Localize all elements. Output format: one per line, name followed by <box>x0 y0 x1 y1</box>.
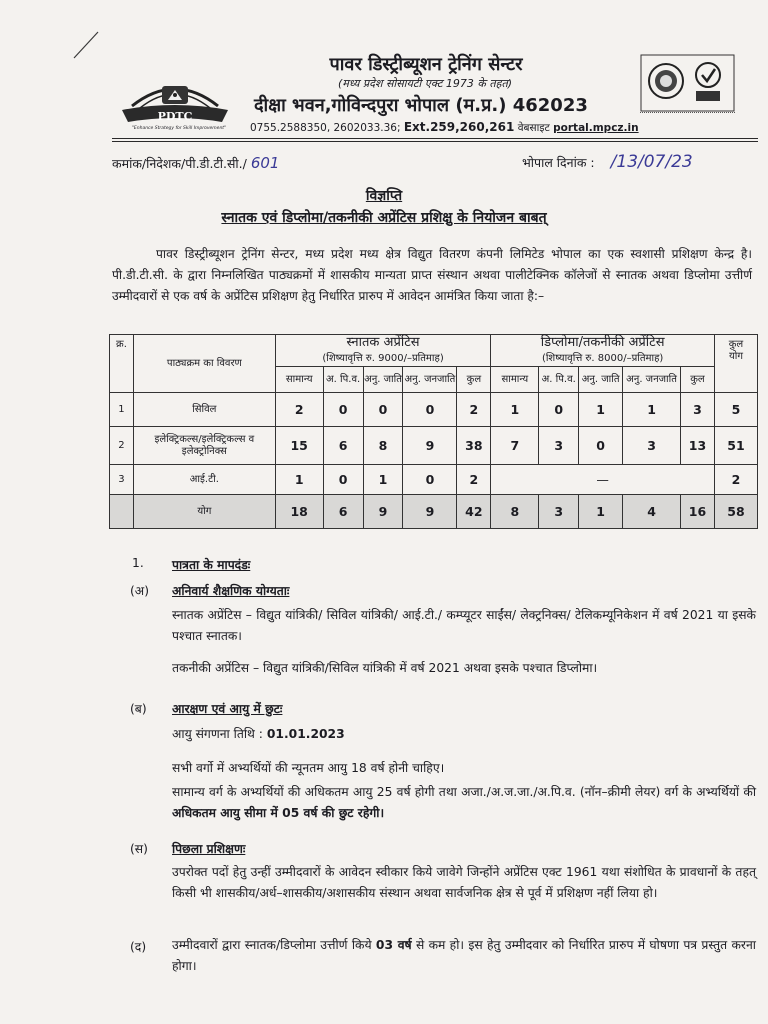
cell: 7 <box>491 427 539 465</box>
cell: 8 <box>491 495 539 529</box>
cell: 16 <box>681 495 715 529</box>
grad-title: स्नातक अप्रेंटिस <box>346 335 420 350</box>
cell: 13 <box>681 427 715 465</box>
sub-col-general: सामान्य <box>491 367 539 393</box>
header-rule-thin <box>112 141 758 142</box>
reference-line <box>112 154 279 172</box>
table-row <box>110 393 758 427</box>
sub-a-mark: (अ) <box>130 584 149 598</box>
cell: 8 <box>363 427 403 465</box>
vacancy-table <box>109 334 758 529</box>
grad-group-header <box>275 335 491 367</box>
total-sno-empty <box>110 495 134 529</box>
date-line <box>522 152 693 172</box>
extension-numbers: Ext.259,260,261 <box>403 120 515 134</box>
age-date: 01.01.2023 <box>266 727 345 741</box>
sub-c-text: उपरोक्त पदों हेतु उन्हीं उम्मीदवारों के आवेदन स्वीकार किये जावेगे जिन्होंने अप्रेंटिस एक्ट 1961 यथा संशोधित के प्रावधानों के तहत् किसी भी शासकीय/अर्ध–शासकीय/अशासकीय संस्थान अथवा सार्वजनिक क्षेत्र से पूर्व में प्रशिक्षण नहीं लिया हो। <box>172 865 756 900</box>
sub-col-obc: अ. पि.व. <box>539 367 579 393</box>
cell: 9 <box>403 427 457 465</box>
sub-c-mark: (स) <box>130 842 148 856</box>
cell: 1 <box>363 465 403 495</box>
row-course: इलेक्ट्रिकल्स/इलेक्ट्रिकल्स व इलेक्ट्रोनिक्स <box>133 427 275 465</box>
sub-d-bold: 03 वर्ष <box>375 938 412 952</box>
age-date-line: आयु संगणना तिथि : 01.01.2023 <box>172 727 345 741</box>
sub-b-title: आरक्षण एवं आयु में छुटः <box>172 702 283 716</box>
cell: 1 <box>275 465 323 495</box>
sub-col-st: अनु. जनजाति <box>623 367 681 393</box>
sub-b-text-1: सभी वर्गो में अभ्यर्थियों की न्यूनतम आयु 18 वर्ष होनी चाहिए। <box>172 761 445 775</box>
cell: 1 <box>579 393 623 427</box>
sub-d-text: उम्मीदवारों द्वारा स्नातक/डिप्लोमा उत्तीर्ण किये 03 वर्ष से कम हो। इस हेतु उम्मीदवार को निर्धारित प्रारुप में घोषणा पत्र प्रस्तुत करना होगा। <box>172 938 756 973</box>
date-value: /13/07/23 <box>610 152 693 172</box>
org-address: दीक्षा भवन,गोविन्दपुरा भोपाल (म.प्र.) 462023 <box>254 95 588 116</box>
cell: 3 <box>681 393 715 427</box>
cell: 2 <box>457 465 491 495</box>
cell: 2 <box>457 393 491 427</box>
diploma-na-cell: — <box>491 465 715 495</box>
sub-a-text-1: स्नातक अप्रेंटिस – विद्युत यांत्रिकी/ सिविल यांत्रिकी/ आई.टी./ कम्प्यूटर साईंस/ लेक्ट्रनिक्स/ टेलिकम्यूनिकेशन में वर्ष 2021 या इसके पश्चात स्नातक। <box>172 608 756 643</box>
header-rule <box>112 138 758 139</box>
sub-col-total: कुल <box>457 367 491 393</box>
phone-numbers: 0755.2588350, 2602033.36; <box>250 122 401 134</box>
grand-total: 58 <box>714 495 757 529</box>
row-total: 5 <box>714 393 757 427</box>
sub-d-mark: (द) <box>130 940 147 954</box>
cell: 18 <box>275 495 323 529</box>
table-row <box>110 427 758 465</box>
row-sno: 2 <box>110 427 134 465</box>
sub-col-obc: अ. पि.व. <box>323 367 363 393</box>
cell: 9 <box>403 495 457 529</box>
col-course: पाठ्यक्रम का विवरण <box>133 335 275 393</box>
cell: 1 <box>623 393 681 427</box>
row-course: सिविल <box>133 393 275 427</box>
sub-b-mark: (ब) <box>130 702 147 716</box>
contact-line <box>250 120 650 135</box>
cell: 3 <box>539 495 579 529</box>
sub-a-title: अनिवार्य शैक्षणिक योग्यताः <box>172 584 290 598</box>
section-1-number: 1. <box>132 556 144 570</box>
cell: 0 <box>363 393 403 427</box>
sub-a-text-2: तकनीकी अप्रेंटिस – विद्युत यांत्रिकी/सिविल यांत्रिकी में वर्ष 2021 अथवा इसके पश्चात डिप्लोमा। <box>172 661 598 675</box>
row-sno: 3 <box>110 465 134 495</box>
diploma-stipend: (शिष्यावृत्ति रु. 8000/–प्रतिमाह) <box>541 353 664 364</box>
intro-paragraph: पावर डिस्ट्रीब्यूशन ट्रेनिंग सेन्टर, मध्य प्रदेश मध्य क्षेत्र विद्युत वितरण कंपनी लिमिटेड भोपाल का एक स्वशासी प्रशिक्षण केन्द्र है। पी.डी.टी.सी. के द्वारा निम्नलिखित पाठ्यक्रमों में शासकीय मान्यता प्राप्त संस्थान अथवा पालीटेक्निक कॉलेजों से स्नातक अथवा डिप्लोमा उत्तीर्ण उम्मीदवारों से एक वर्ष के अप्रेंटिस प्रशिक्षण हेतु निर्धारित प्रारुप में आवेदन आमंत्रित किया जाता है:– <box>112 247 752 303</box>
sub-b-text-2: सामान्य वर्ग के अभ्यर्थियों की अधिकतम आयु 25 वर्ष होगी तथा अजा./अ.ज.जा./अ.पि.व. (नॉन–क्रीमी लेयर) वर्ग के अभ्यर्थियों की अधिकतम आयु सीमा में 05 वर्ष की छुट रहेगी। <box>172 785 756 820</box>
reference-label: कमांक/निदेशक/पी.डी.टी.सी./ <box>112 156 247 171</box>
grad-stipend: (शिष्यावृत्ति रु. 9000/–प्रतिमाह) <box>322 353 444 364</box>
cell: 6 <box>323 495 363 529</box>
cell: 6 <box>323 427 363 465</box>
cell: 0 <box>539 393 579 427</box>
cell: 0 <box>403 393 457 427</box>
cell: 4 <box>623 495 681 529</box>
cell: 0 <box>323 393 363 427</box>
sub-col-total: कुल <box>681 367 715 393</box>
row-course: आई.टी. <box>133 465 275 495</box>
pen-mark <box>72 30 100 60</box>
table-row <box>110 465 758 495</box>
notice-title: विज्ञप्ति <box>365 188 403 204</box>
age-relaxation-bold: अधिकतम आयु सीमा में 05 वर्ष की छुट रहेगी। <box>172 806 385 820</box>
sub-col-sc: अनु. जाति <box>579 367 623 393</box>
cell: 1 <box>579 495 623 529</box>
certification-seals <box>640 54 735 112</box>
sub-col-sc: अनु. जाति <box>363 367 403 393</box>
cell: 38 <box>457 427 491 465</box>
diploma-title: डिप्लोमा/तकनीकी अप्रेंटिस <box>540 335 665 350</box>
cell: 3 <box>623 427 681 465</box>
row-total: 51 <box>714 427 757 465</box>
diploma-group-header <box>491 335 715 367</box>
org-subtitle: (मध्य प्रदेश सोसायटी एक्ट 1973 के तहत) <box>337 77 513 90</box>
date-label: भोपाल दिनांक : <box>522 155 595 170</box>
org-title: पावर डिस्ट्रीब्यूशन ट्रेनिंग सेन्टर <box>329 54 523 75</box>
logo-text: PDTC <box>157 110 193 123</box>
sub-col-general: सामान्य <box>275 367 323 393</box>
col-sno: क्र. <box>110 335 134 393</box>
sub-c-title: पिछला प्रशिक्षणः <box>172 842 246 856</box>
cell: 0 <box>403 465 457 495</box>
reference-number: 601 <box>250 154 280 172</box>
cell: 42 <box>457 495 491 529</box>
cell: 0 <box>579 427 623 465</box>
row-sno: 1 <box>110 393 134 427</box>
notice-subject: स्नातक एवं डिप्लोमा/तकनीकी अप्रेंटिस प्रशिक्षु के नियोजन बाबत् <box>221 210 547 226</box>
cell: 15 <box>275 427 323 465</box>
col-grand-total: कुल योग <box>714 335 757 393</box>
cell: 3 <box>539 427 579 465</box>
row-total: 2 <box>714 465 757 495</box>
cell: 1 <box>491 393 539 427</box>
website-link[interactable]: portal.mpcz.in <box>553 122 639 134</box>
total-label: योग <box>133 495 275 529</box>
logo-tagline: "Enhance Strategy for Skill Improvement" <box>131 126 227 131</box>
section-1-title: पात्रता के मापदंडः <box>172 558 251 572</box>
seal-caption <box>640 112 735 116</box>
cell: 0 <box>323 465 363 495</box>
cell: 9 <box>363 495 403 529</box>
website-label: वेबसाइट <box>517 122 550 134</box>
sub-col-st: अनु. जनजाति <box>403 367 457 393</box>
cell: 2 <box>275 393 323 427</box>
total-row <box>110 495 758 529</box>
